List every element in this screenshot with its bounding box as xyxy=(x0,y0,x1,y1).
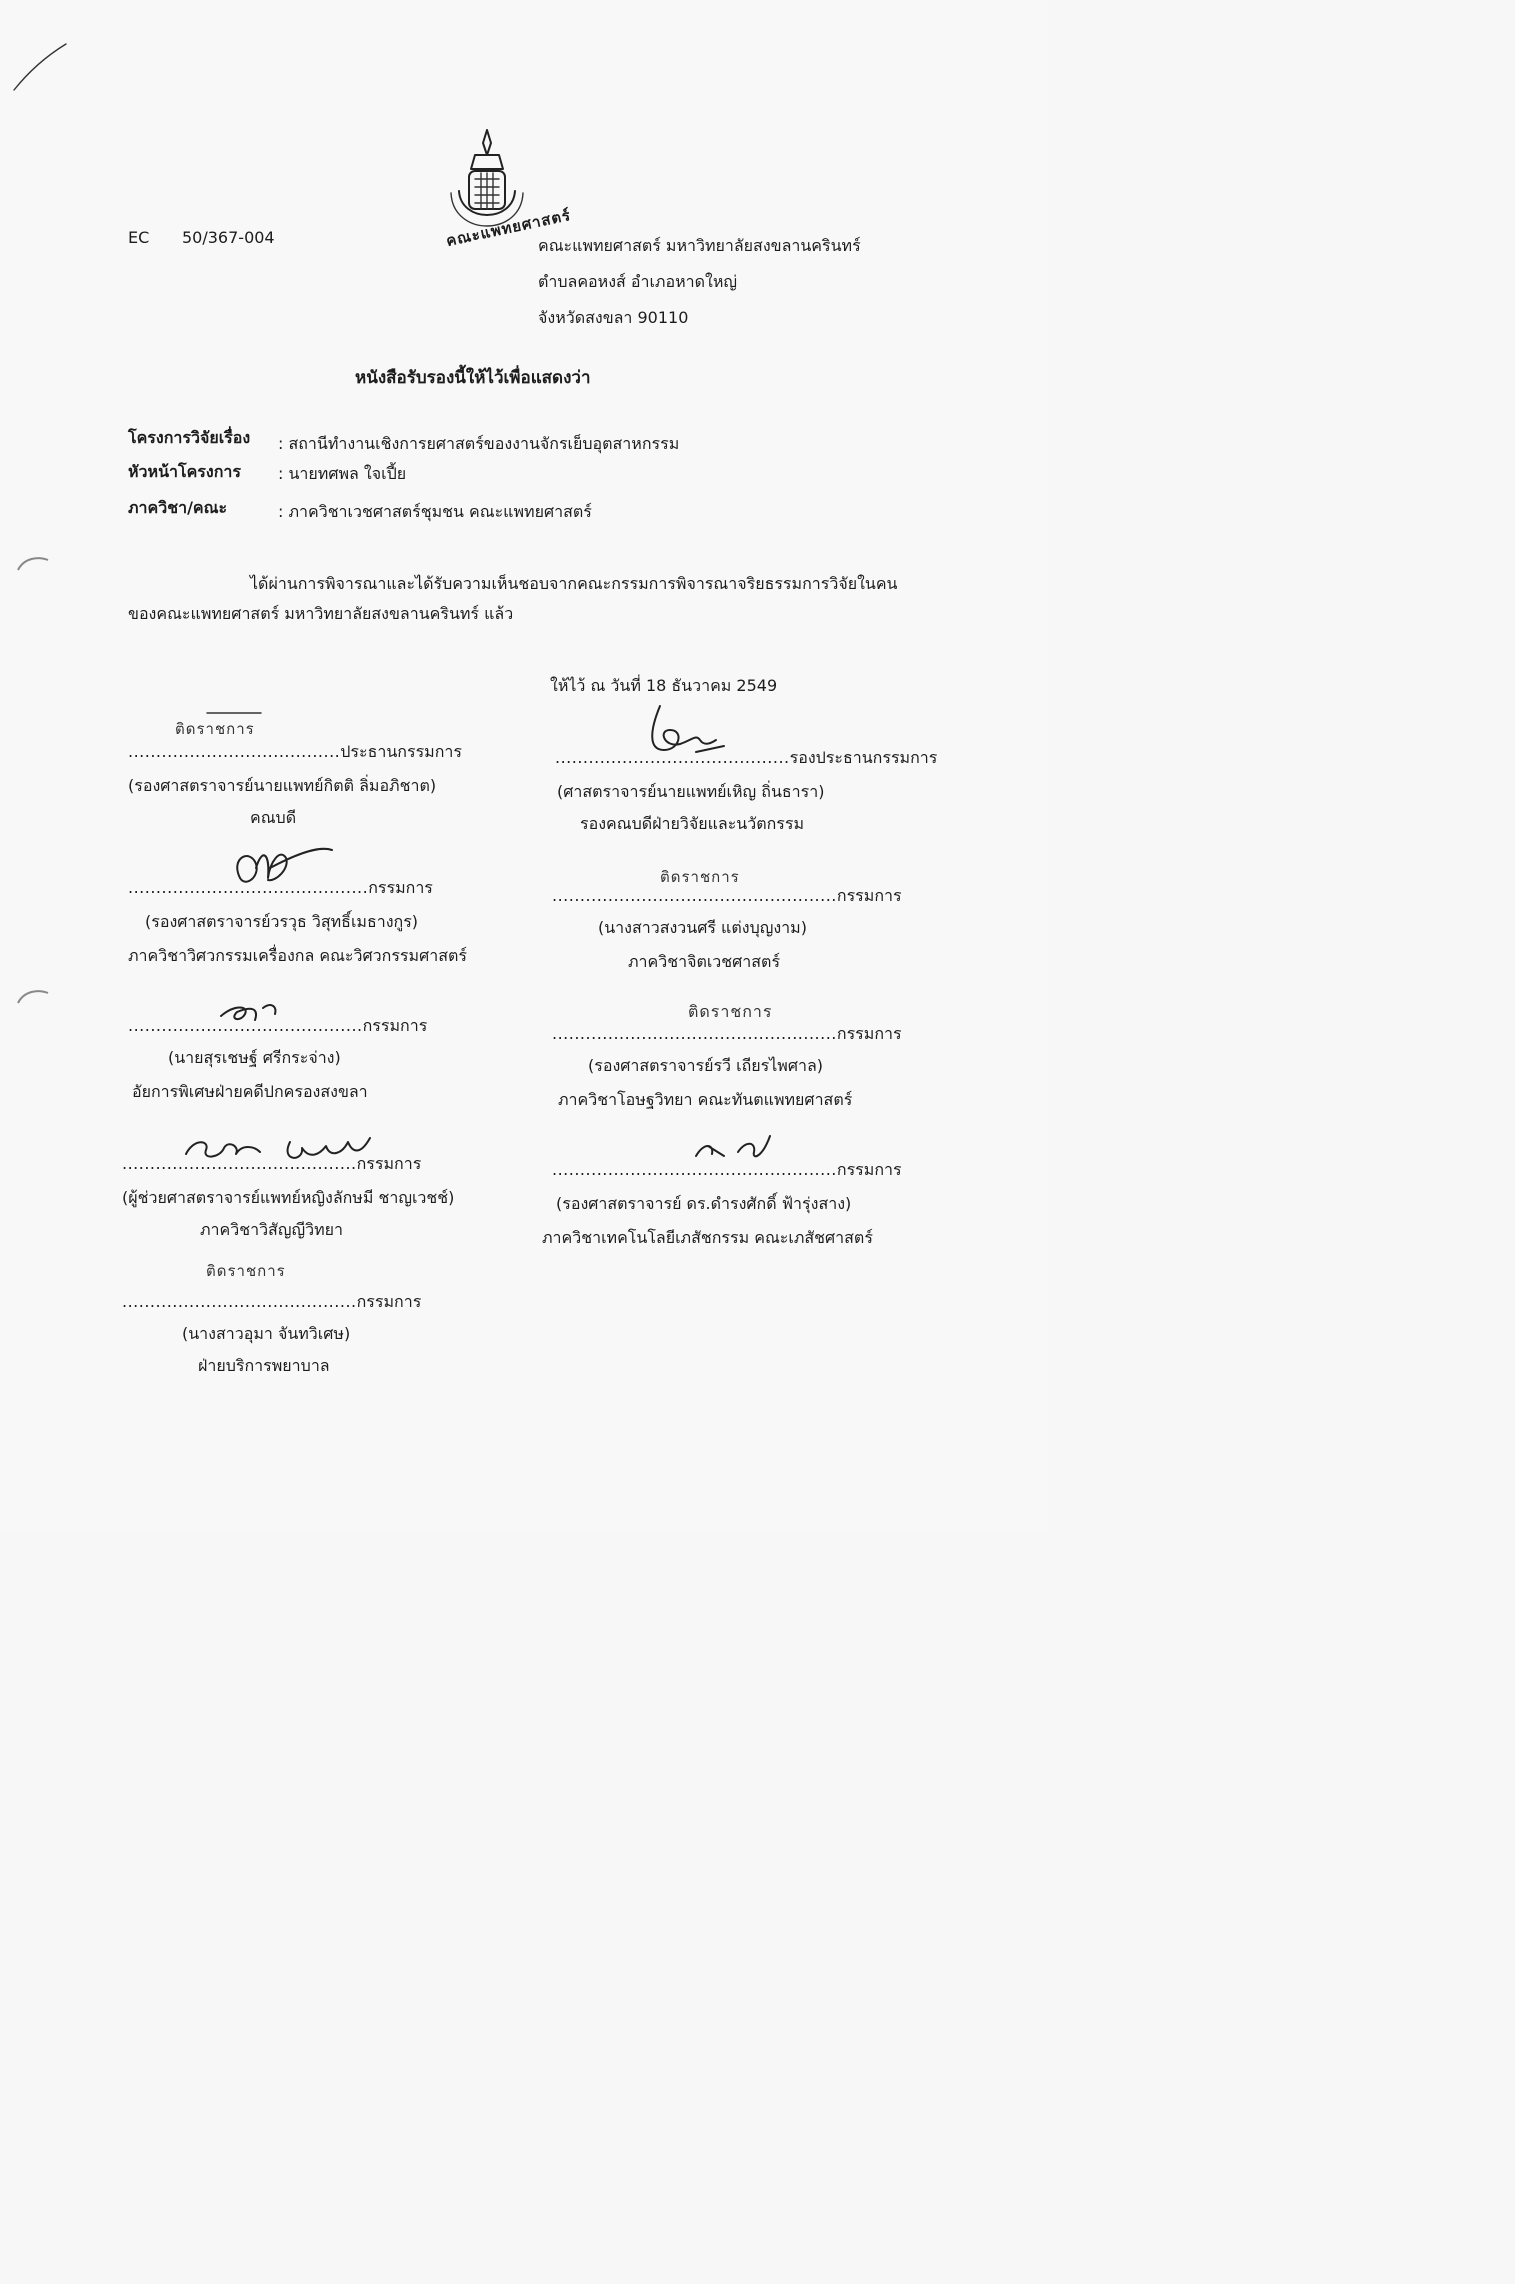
signatory-name: (รองศาสตราจารย์วรวุธ วิสุทธิ์เมธางกูร) xyxy=(145,912,419,931)
signature-dots: ................................................... xyxy=(552,1160,837,1179)
signatory-name: (นางสาวอุมา จันทวิเศษ) xyxy=(182,1324,351,1343)
punch-hole xyxy=(14,552,54,582)
signature-line xyxy=(552,888,902,904)
field-label-department: ภาควิชา/คณะ xyxy=(128,498,228,517)
signatory-position: ฝ่ายบริการพยาบาล xyxy=(198,1356,330,1375)
signature-role: ประธานกรรมการ xyxy=(340,742,462,761)
ref-code: EC xyxy=(128,228,150,247)
signature-role: กรรมการ xyxy=(356,1292,422,1311)
certificate-page xyxy=(0,0,1047,1532)
signatory-position: ภาควิชาเทคโนโลยีเภสัชกรรม คณะเภสัชศาสตร์ xyxy=(542,1228,873,1247)
field-label-project: โครงการวิจัยเรื่อง xyxy=(128,428,251,447)
signatory-name: (ผู้ช่วยศาสตราจารย์แพทย์หญิงลักษมี ชาญเวชช์) xyxy=(122,1188,455,1207)
signatory-name: (รองศาสตราจารย์นายแพทย์กิตติ ลิ่มอภิชาต) xyxy=(128,776,437,795)
field-value-department: : ภาควิชาเวชศาสตร์ชุมชน คณะแพทยศาสตร์ xyxy=(278,502,592,521)
stamp-away: ติดราชการ xyxy=(688,1002,773,1021)
signature-dots: ...................................... xyxy=(128,742,341,761)
certificate-heading: หนังสือรับรองนี้ให้ไว้เพื่อแสดงว่า xyxy=(355,368,591,388)
signature-dots: ................................................... xyxy=(552,886,837,905)
signature-line-vice-chair xyxy=(555,750,937,766)
signature-role: รองประธานกรรมการ xyxy=(789,748,938,767)
signature-line xyxy=(128,1018,427,1034)
faculty-emblem xyxy=(425,125,573,251)
stamp-away: ติดราชการ xyxy=(175,720,255,738)
signatory-name: (รองศาสตราจารย์ ดร.ดำรงศักดิ์ ฟ้ารุ่งสาง) xyxy=(556,1194,852,1213)
signatory-name: (รองศาสตราจารย์รวี เถียรไพศาล) xyxy=(588,1056,824,1075)
signature-role: กรรมการ xyxy=(368,878,433,897)
signature-dots: .......................................... xyxy=(122,1292,357,1311)
stamp-away: ติดราชการ xyxy=(660,868,740,886)
signatory-position: ภาควิชาวิสัญญีวิทยา xyxy=(200,1220,343,1239)
signature-line xyxy=(552,1026,902,1042)
address-line-1: คณะแพทยศาสตร์ มหาวิทยาลัยสงขลานครินทร์ xyxy=(538,236,861,255)
signature-dots: ................................................... xyxy=(552,1024,837,1043)
body-line-2: ของคณะแพทยศาสตร์ มหาวิทยาลัยสงขลานครินทร์ แล้ว xyxy=(128,604,514,623)
signatory-position: ภาควิชาโอษฐวิทยา คณะทันตแพทยศาสตร์ xyxy=(558,1090,853,1109)
signature-role: กรรมการ xyxy=(836,1024,902,1043)
signature-line-chair xyxy=(128,744,462,760)
signatory-position: อัยการพิเศษฝ่ายคดีปกครองสงขลา xyxy=(132,1082,368,1101)
signature-role: กรรมการ xyxy=(836,1160,902,1179)
signature-dots: .......................................... xyxy=(128,1016,363,1035)
pen-mark xyxy=(0,0,80,110)
signatory-name: (ศาสตราจารย์นายแพทย์เหิญ ถิ่นธารา) xyxy=(557,782,825,801)
signatory-position: ภาควิชาจิตเวชศาสตร์ xyxy=(628,952,781,971)
signature-dots: .......................................... xyxy=(122,1154,357,1173)
emblem-text: คณะแพทยศาสตร์ xyxy=(444,205,573,251)
punch-hole xyxy=(14,985,54,1015)
signatory-name: (นางสาวสงวนศรี แต่งบุญงาม) xyxy=(598,918,807,937)
field-label-head: หัวหน้าโครงการ xyxy=(128,462,241,481)
ref-number: 50/367-004 xyxy=(182,228,275,247)
signature-line xyxy=(122,1156,421,1172)
signature-line xyxy=(122,1294,421,1310)
field-value-head: : นายทศพล ใจเปี้ย xyxy=(278,464,407,483)
signature-role: กรรมการ xyxy=(836,886,902,905)
signatory-position: รองคณบดีฝ่ายวิจัยและนวัตกรรม xyxy=(580,814,805,833)
signature-dots: .......................................... xyxy=(555,748,790,767)
signature-line xyxy=(128,880,433,896)
signature-role: กรรมการ xyxy=(362,1016,428,1035)
stamp-away: ติดราชการ xyxy=(206,1262,286,1280)
address-line-2: ตำบลคอหงส์ อำเภอหาดใหญ่ xyxy=(538,272,737,291)
signatory-name: (นายสุรเชษฐ์ ศรีกระจ่าง) xyxy=(168,1048,341,1067)
stamp-underline xyxy=(205,710,265,716)
field-value-project: : สถานีทำงานเชิงการยศาสตร์ของงานจักรเย็บอุตสาหกรรม xyxy=(278,434,680,453)
issue-date: ให้ไว้ ณ วันที่ 18 ธันวาคม 2549 xyxy=(550,676,778,695)
signature-role: กรรมการ xyxy=(356,1154,422,1173)
signature-dots: ........................................... xyxy=(128,878,369,897)
signature-line xyxy=(552,1162,902,1178)
address-line-3: จังหวัดสงขลา 90110 xyxy=(538,308,689,327)
signatory-position: ภาควิชาวิศวกรรมเครื่องกล คณะวิศวกรรมศาสตร์ xyxy=(128,946,467,965)
body-line-1: ได้ผ่านการพิจารณาและได้รับความเห็นชอบจากคณะกรรมการพิจารณาจริยธรรมการวิจัยในคน xyxy=(250,574,898,593)
signatory-position: คณบดี xyxy=(250,808,297,827)
